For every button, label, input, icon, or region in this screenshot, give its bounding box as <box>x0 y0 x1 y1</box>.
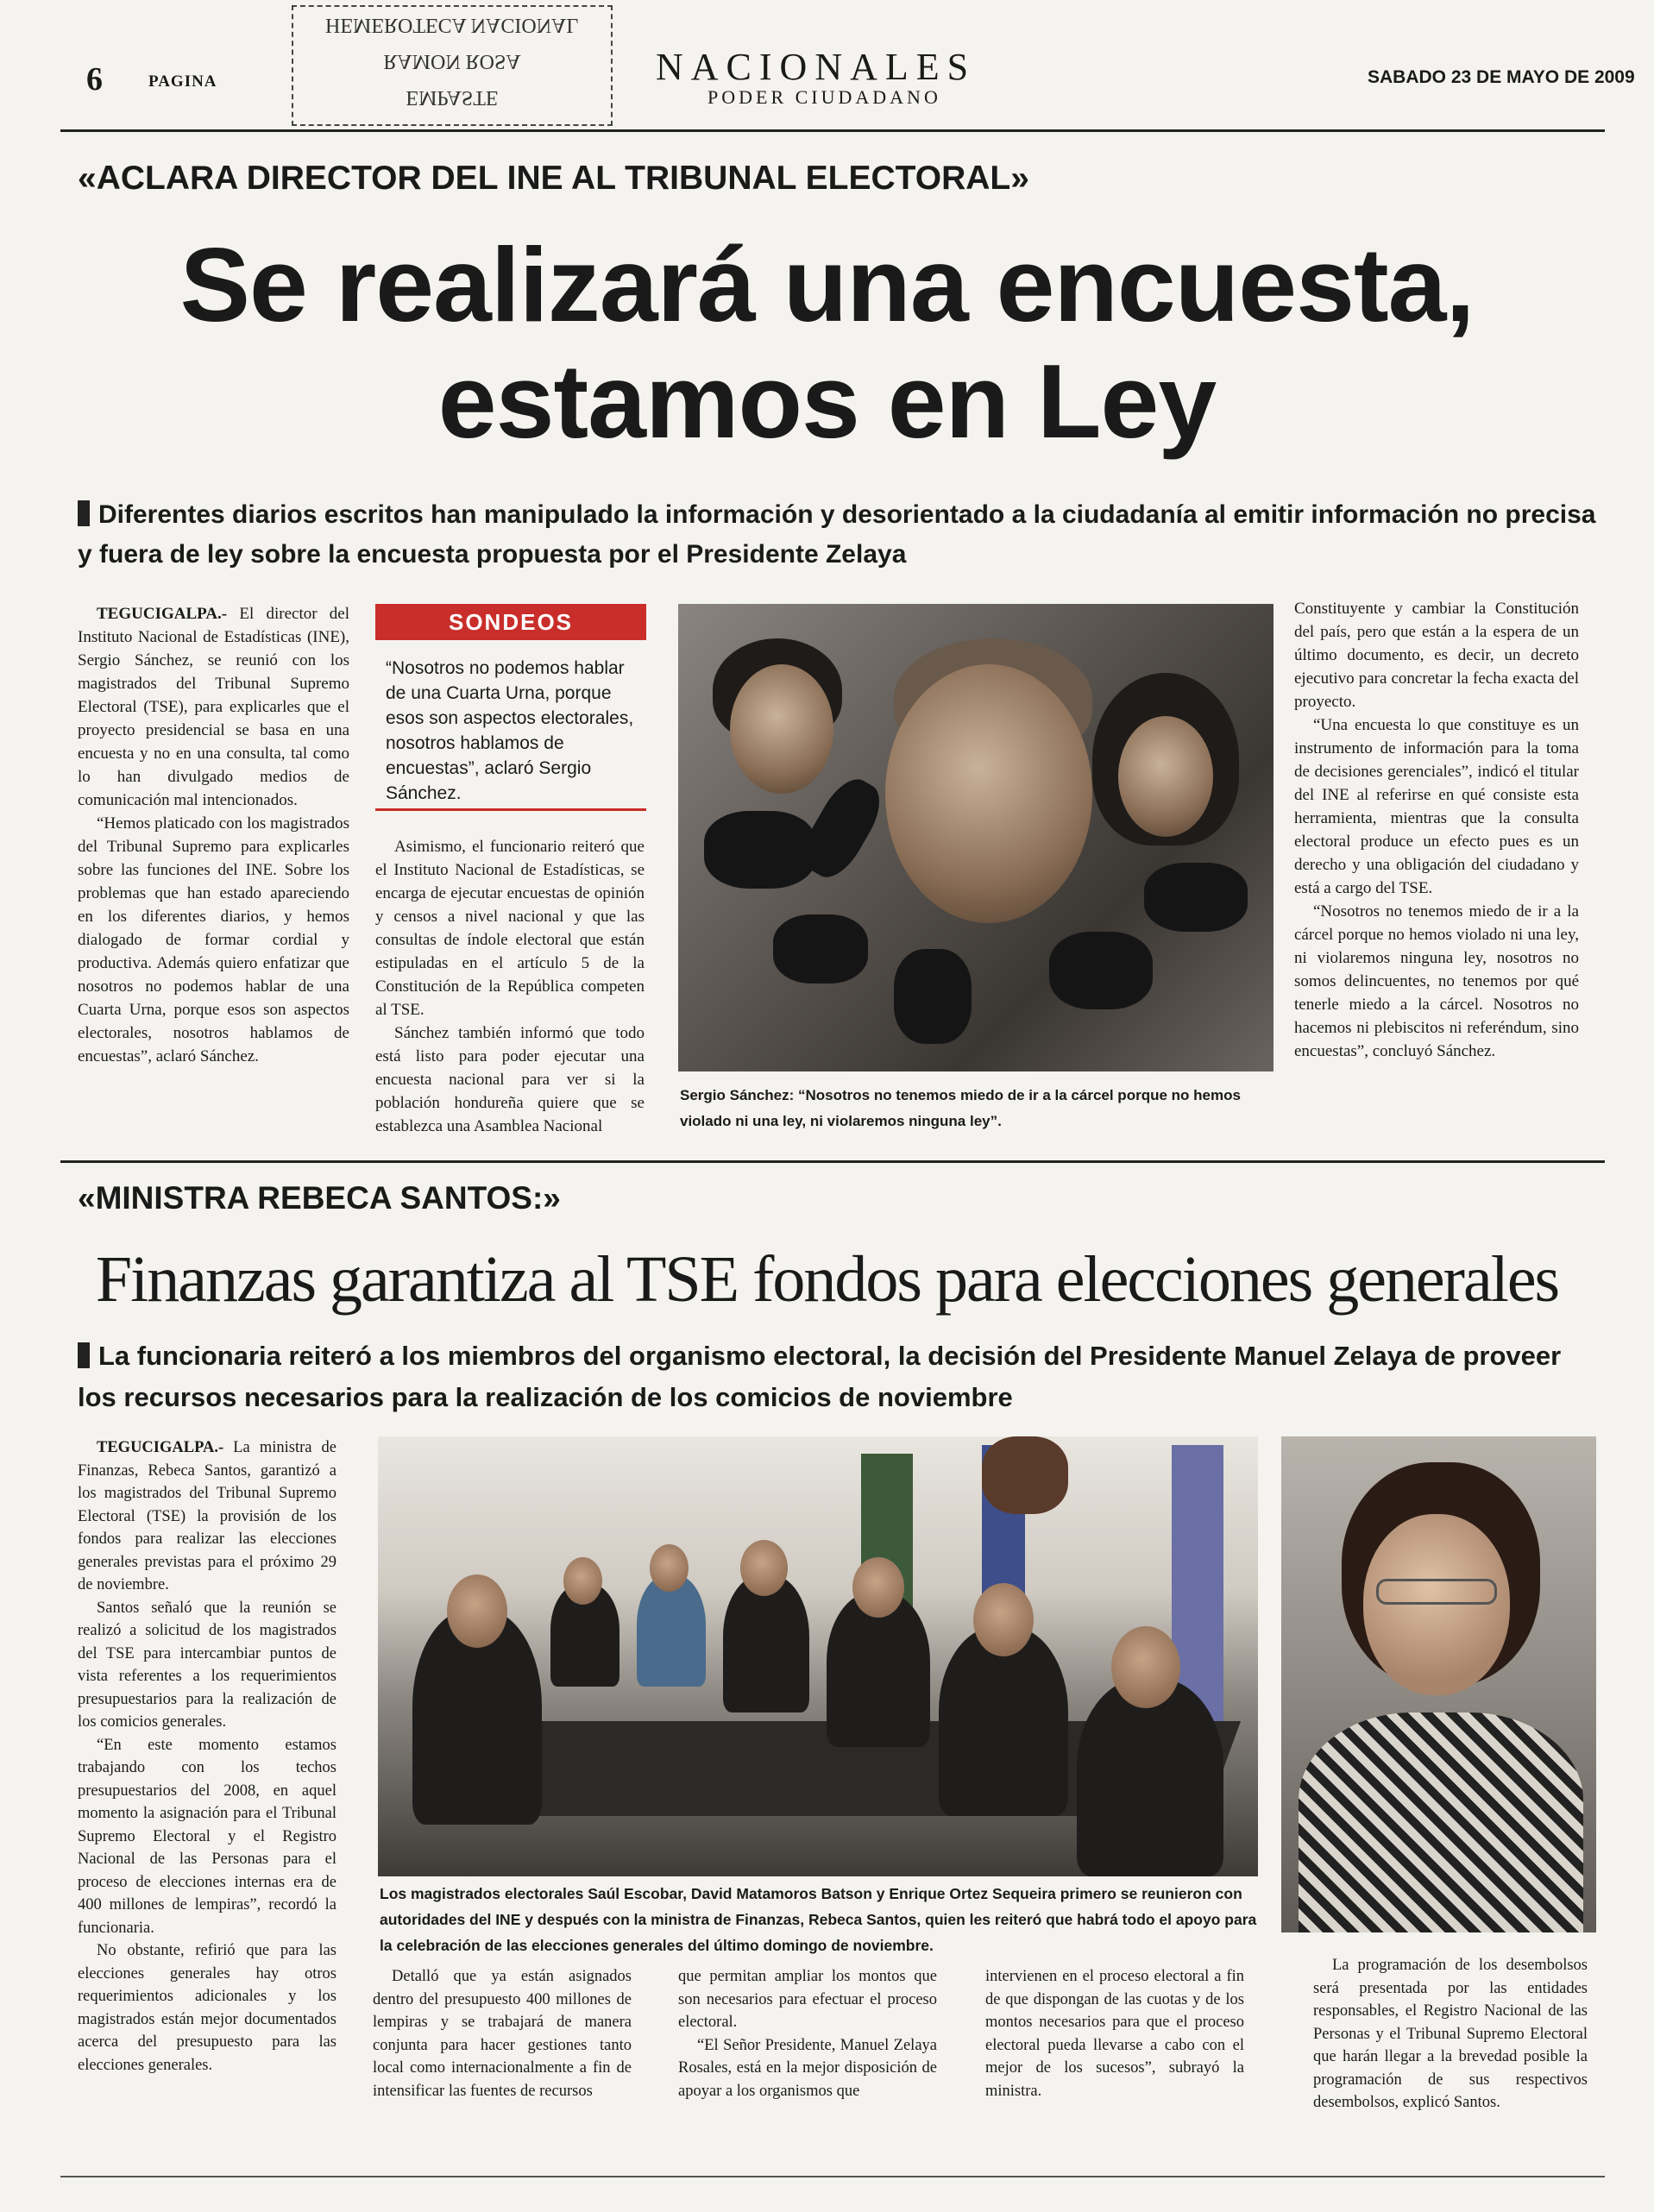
page-label: PAGINA <box>148 72 217 91</box>
sondeos-pullquote <box>375 604 646 811</box>
library-stamp: HEMEROTECA NACIONAL RAMON ROSA EMPASTE <box>292 5 613 126</box>
microphone-icon <box>704 811 816 889</box>
photo-person-face <box>740 1540 788 1596</box>
issue-date: SABADO 23 DE MAYO DE 2009 <box>1368 67 1635 87</box>
photo-person-blouse <box>1299 1712 1583 1932</box>
article2-deck: La funcionaria reiteró a los miembros del organismo electoral, la decisión del Presidente Manuel Zelaya de proveer los recursos necesarios para la realización de los comicios de noviembre <box>78 1341 1562 1412</box>
page-number: 6 <box>86 61 103 97</box>
microphone-icon <box>894 949 972 1044</box>
photo-person-face <box>730 664 833 794</box>
article2-column5: La programación de los desembolsos será presentada por las entidades responsables, el Registro Nacional de las Personas y el Tribunal Supremo Electoral que harán llegar a la brevedad posible la programación de sus respectivos desembolsos, explicó Santos. <box>1313 1957 1588 2111</box>
dateline: TEGUCIGALPA.- <box>97 1439 224 1456</box>
dateline: TEGUCIGALPA.- <box>97 605 228 623</box>
article1-deck: Diferentes diarios escritos han manipulado la información y desorientado a la ciudadanía al emitir información no precisa y fuera de ley sobre la encuesta propuesta por el Presidente Zelaya <box>78 500 1596 569</box>
article1-column1: TEGUCIGALPA.- El director del Instituto Nacional de Estadísticas (INE), Sergio Sánchez, se reunió con los magistrados del Tribunal Supremo Electoral (TSE), para explicarles que el proyecto presidencial se basa en una encuesta y no en una consulta, tal como lo han divulgado medios de comunicación mal intencionados. “Hemos platicado con los magistrados del Tribunal Supremo para explicarles sobre las funciones del INE. Sobre los problemas que han estado apareciendo en los diferentes diarios, y hemos dialogado de formar cordial y productiva. Además quiero enfatizar que nosotros no podemos hablar de una Cuarta Urna, porque esos son aspectos electorales, nosotros hablamos de encuestas”, aclaró Sánchez. <box>78 605 349 1065</box>
section-subtitle: PODER CIUDADANO <box>708 86 941 108</box>
article2-headline: Finanzas garantiza al TSE fondos para elecciones generales <box>95 1243 1559 1316</box>
deck-bullet-icon <box>78 500 90 526</box>
article2-column3: que permitan ampliar los montos que son necesarios para efectuar el proceso electoral. “El Señor Presidente, Manuel Zelaya Rosales, está en la mejor disposición de apoyar a los organismos que <box>678 1968 937 2100</box>
sondeos-underline <box>375 808 646 811</box>
article1-column2: Asimismo, el funcionario reiteró que el Instituto Nacional de Estadísticas, se encarga de ejecutar encuestas de opinión y censos a nivel nacional y que las consultas de índole electoral que están estipuladas en el artículo 5 de la Constitución de la República competen al TSE. Sánchez también informó que todo está listo para poder ejecutar una encuesta nacional para ver si la población hondureña quiere que se establezca una Asamblea Nacional <box>375 838 645 1135</box>
emblem-icon <box>982 1436 1068 1514</box>
microphone-icon <box>773 914 868 983</box>
photo-person-face <box>1363 1514 1510 1695</box>
photo-person-face <box>973 1583 1034 1656</box>
photo-person-face <box>1111 1626 1180 1708</box>
photo-main-face <box>885 664 1092 923</box>
photo2-caption: Los magistrados electorales Saúl Escobar, David Matamoros Batson y Enrique Ortez Sequeira primero se reunieron con autoridades del INE y después con la ministra de Finanzas, Rebeca Santos, quien les reiteró que habrá todo el apoyo para la celebración de las elecciones generales del último domingo de noviembre. <box>380 1885 1257 1954</box>
article1-kicker: «ACLARA DIRECTOR DEL INE AL TRIBUNAL ELECTORAL» <box>78 160 1029 197</box>
photo-person-face <box>447 1574 507 1648</box>
article2-column4: intervienen en el proceso electoral a fin de que dispongan de las cuotas y de los montos necesarios para que el proceso electoral pueda llevarse a cabo con el mejor de los sucesos”, subrayó la ministra. <box>985 1968 1244 2100</box>
microphone-icon <box>1049 932 1153 1009</box>
photo-sergio-sanchez <box>678 604 1274 1071</box>
article1-headline-line2: estamos en Ley <box>437 342 1217 460</box>
glasses-icon <box>1376 1579 1497 1605</box>
photo-meeting <box>378 1436 1258 1876</box>
photo-person-face <box>1118 716 1213 837</box>
photo-rebeca-santos <box>1281 1436 1596 1932</box>
header-rule <box>60 129 1605 132</box>
photo1-caption: Sergio Sánchez: “Nosotros no tenemos miedo de ir a la cárcel porque no hemos violado ni una ley, ni violaremos ninguna ley”. <box>680 1087 1241 1129</box>
photo-person-face <box>563 1557 602 1605</box>
article2-column1: TEGUCIGALPA.- La ministra de Finanzas, Rebeca Santos, garantizó a los magistrados del Tribunal Supremo Electoral (TSE) la provisión de los fondos para realizar las elecciones generales previstas para el próximo 29 de noviembre. Santos señaló que la reunión se realizó a solicitud de los magistrados del TSE para intercambiar puntos de vista referentes a los requerimientos presupuestarios para la realización de los comicios generales. “En este momento estamos trabajando con los techos presupuestarios del 2008, en aquel momento la asignación para el Tribunal Supremo Electoral y el Registro Nacional de las Personas para el proceso de elecciones internas era de 400 millones de lempiras”, recordó la funcionaria. No obstante, refirió que para las elecciones generales hay otros requerimientos adicionales y los magistrados están mejor documentados acerca del presupuesto para las elecciones generales. <box>78 1439 336 2074</box>
microphone-icon <box>1144 863 1248 932</box>
section-title: NACIONALES <box>656 46 977 88</box>
deck-bullet-icon <box>78 1342 90 1368</box>
footer-rule <box>60 2176 1605 2177</box>
sondeos-quote: “Nosotros no podemos hablar de una Cuarta Urna, porque esos son aspectos electorales, nosotros hablamos de encuestas”, aclaró Sergio Sánchez. <box>386 658 634 803</box>
photo-person-face <box>852 1557 904 1618</box>
article1-headline-line1: Se realizará una encuesta, <box>179 226 1475 343</box>
sondeos-tag: SONDEOS <box>375 604 646 640</box>
article-divider <box>60 1160 1605 1163</box>
article2-column2: Detalló que ya están asignados dentro del presupuesto 400 millones de lempiras y se trabajará de manera conjunta para hacer gestiones tanto local como internacionalmente a fin de intensificar las fuentes de recursos <box>373 1968 632 2100</box>
article1-column3: Constituyente y cambiar la Constitución del país, pero que están a la espera de un último documento, es decir, un decreto ejecutivo para concretar la fecha exacta del proyecto. “Una encuesta lo que constituye es un instrumento de información para la toma de decisiones gerenciales”, indicó el titular del INE al referirse en qué consiste esta herramienta, mientras que la consulta electoral produce un efecto pues es un derecho y una obligación del ciudadano y está a cargo del TSE. “Nosotros no tenemos miedo de ir a la cárcel porque no hemos violado ni una ley, ni violaremos ninguna ley, nosotros no somos delincuentes, no tenemos por qué tenerle miedo a la cárcel. Nosotros no hacemos ni plebiscitos ni referéndum, sino encuestas”, concluyó Sánchez. <box>1294 600 1579 1060</box>
photo-person-face <box>650 1544 689 1592</box>
article2-kicker: «MINISTRA REBECA SANTOS:» <box>78 1180 561 1216</box>
